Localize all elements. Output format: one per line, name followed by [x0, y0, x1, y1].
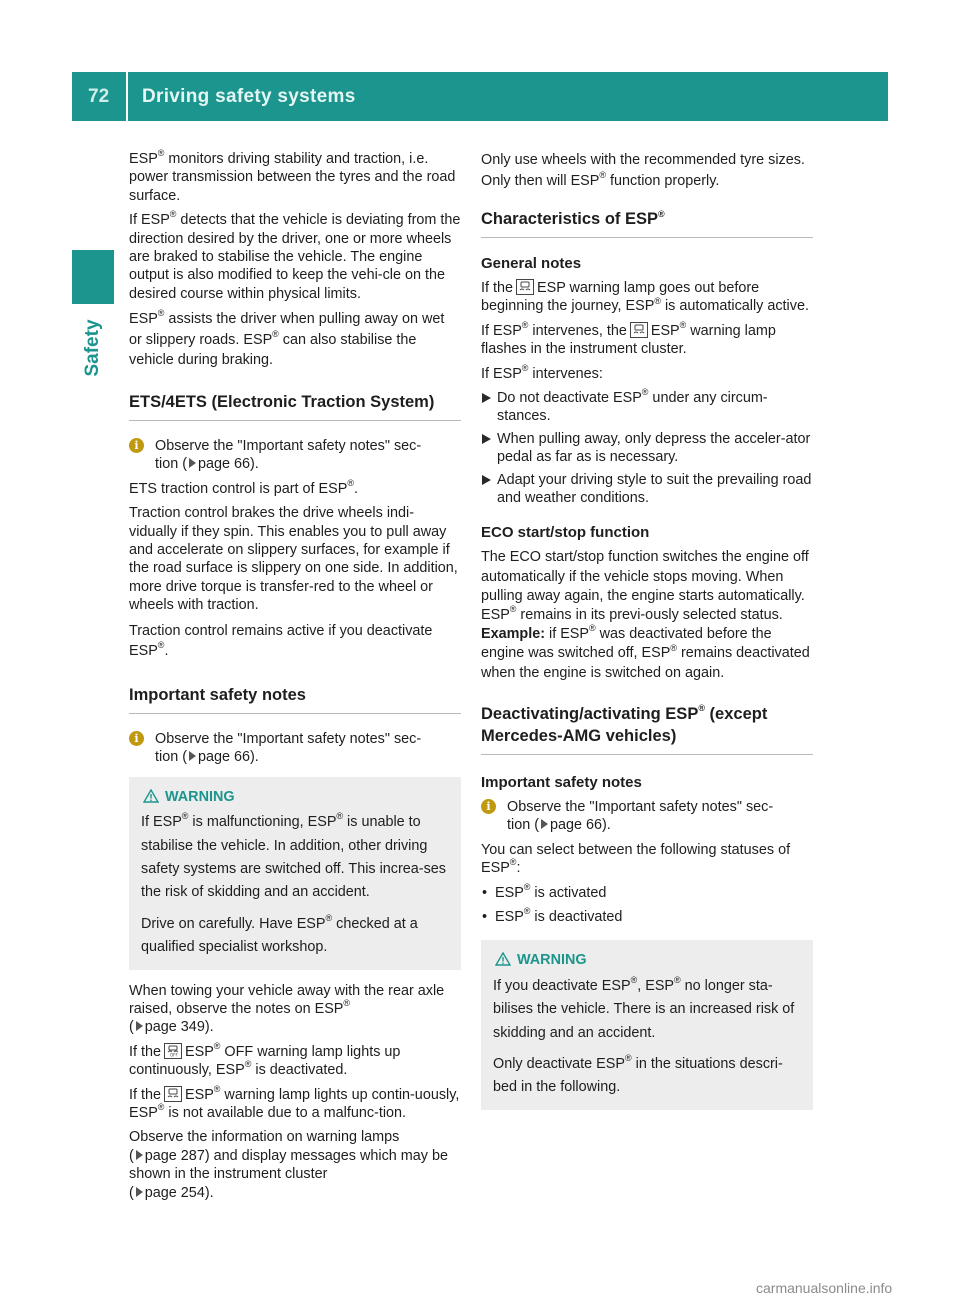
page-ref-arrow-icon [541, 819, 548, 829]
paragraph: Observe the information on warning lamps ( page 287) and display messages which may be shown in the instrument cluster ( page 254). [129, 1129, 448, 1201]
warning-triangle-icon [495, 952, 511, 966]
warning-heading: WARNING [493, 949, 803, 972]
warning-heading: WARNING [141, 786, 451, 809]
list-item: • ESP® is deactivated [482, 906, 623, 925]
heading-deactivating-activating: Deactivating/activating ESP® (except Mercedes-AMG vehicles) [481, 703, 813, 755]
heading-characteristics: Characteristics of ESP® [481, 208, 813, 238]
paragraph: When towing your vehicle away with the rear axle raised, observe the notes on ESP® ( page 349). [129, 982, 445, 1036]
esp-off-warning-lamp-icon [164, 1043, 182, 1059]
warning-box [481, 940, 813, 1109]
paragraph: Only use wheels with the recommended tyre sizes. Only then will ESP® function properly. [481, 152, 805, 189]
info-note: i Observe the "Important safety notes" sec- tion ( page 66). [129, 437, 461, 474]
step-arrow-icon [482, 434, 491, 444]
esp-warning-lamp-icon [630, 322, 648, 338]
esp-warning-lamp-icon [516, 279, 534, 295]
page-link[interactable]: page 254). [144, 1184, 214, 1201]
page-ref-arrow-icon [136, 1150, 143, 1160]
info-icon: i [129, 731, 144, 746]
section-title: Driving safety systems [142, 86, 356, 107]
heading-important-safety-notes: Important safety notes [481, 773, 642, 791]
paragraph: ETS traction control is part of ESP®. [129, 478, 358, 497]
page-ref-arrow-icon [136, 1021, 143, 1031]
header-divider [126, 72, 128, 121]
heading-eco-start-stop: ECO start/stop function [481, 524, 650, 542]
page-ref-arrow-icon [136, 1187, 143, 1197]
heading-general-notes: General notes [481, 255, 582, 272]
page-link[interactable]: page 66). [198, 456, 259, 473]
paragraph: If ESP® intervenes: [481, 362, 603, 382]
paragraph: Traction control brakes the drive wheels indi-vidually if they spin. This enables you to pull away and accelerate on slippery surfaces, for example if the road surface is slippery on one side. In addition, more drive torque is transfer-red to the wheel or wheels with traction. [129, 505, 458, 614]
page-link[interactable]: page 66). [550, 817, 611, 834]
info-note: i Observe the "Important safety notes" sec- tion ( page 66). [481, 798, 813, 835]
left-column [129, 150, 461, 1208]
warning-text: If you deactivate ESP®, ESP® no longer sta-bilises the vehicle. There is an increased risk of skidding and an accident. [493, 974, 795, 1041]
svg-text:OFF: OFF [170, 1052, 178, 1057]
paragraph: ESP® assists the driver when pulling away on wet or slippery roads. ESP® can also stabilise the vehicle during braking. [129, 308, 445, 369]
instruction-step: Do not deactivate ESP® under any circum-stances. [481, 389, 813, 426]
warning-text: Only deactivate ESP® in the situations descri-bed in the following. [493, 1053, 783, 1096]
side-tab-block [72, 250, 114, 304]
paragraph: You can select between the following statuses of ESP®: [481, 841, 791, 877]
paragraph: If the OFF ESP® OFF warning lamp lights up continuously, ESP® is deactivated. [129, 1040, 401, 1079]
page-link[interactable]: page 349). [144, 1019, 214, 1036]
instruction-step: Adapt your driving style to suit the prevailing road and weather conditions. [481, 471, 813, 508]
header-bar [72, 72, 888, 121]
paragraph: ESP® monitors driving stability and traction, i.e. power transmission between the tyres and the road surface. [129, 148, 456, 204]
paragraph: Traction control remains active if you deactivate ESP®. [129, 622, 433, 660]
warning-text: Drive on carefully. Have ESP® checked at a qualified specialist workshop. [141, 912, 418, 956]
page-ref-arrow-icon [189, 458, 196, 468]
paragraph: If the ESP® warning lamp lights up contin-uously, ESP® is not available due to a malfunc-tion. [129, 1083, 460, 1121]
warning-box [129, 777, 461, 970]
page-link[interactable]: page 66). [198, 749, 259, 766]
paragraph: The ECO start/stop function switches the engine off automatically if the vehicle stops moving. When pulling away again, the engine starts automatically. ESP® remains in its previ-ously selected status. Example: if ESP® was deactivated before the engine was switched off, ESP® remains deactivated when the engine is switched on again. [481, 549, 810, 681]
watermark: carmanualsonline.info [756, 1280, 893, 1296]
esp-warning-lamp-icon [164, 1086, 182, 1102]
instruction-step: When pulling away, only depress the acceler-ator pedal as far as is necessary. [481, 430, 813, 467]
info-note: i Observe the "Important safety notes" sec- tion ( page 66). [129, 730, 461, 767]
paragraph: If ESP® detects that the vehicle is deviating from the direction desired by the driver, one or more wheels are braked to stabilise the vehicle. The engine output is also modified to keep the vehi-cle on the desired course within physical limits. [129, 209, 461, 302]
step-arrow-icon [482, 475, 491, 485]
heading-ets: ETS/4ETS (Electronic Traction System) [129, 391, 461, 421]
right-column [481, 150, 813, 1122]
list-item: • ESP® is activated [482, 881, 607, 901]
step-arrow-icon [482, 393, 491, 403]
paragraph: If the ESP warning lamp goes out before beginning the journey, ESP® is automatically active. [481, 280, 809, 315]
info-icon: i [481, 799, 496, 814]
page-number: 72 [88, 86, 110, 107]
page-ref-arrow-icon [189, 751, 196, 761]
heading-important-safety-notes: Important safety notes [129, 684, 461, 714]
warning-text: If ESP® is malfunctioning, ESP® is unable to stabilise the vehicle. In addition, other driving safety systems are switched off. This increa-ses the risk of skidding and an accident. [141, 811, 446, 901]
info-icon: i [129, 438, 144, 453]
warning-triangle-icon [143, 789, 159, 803]
paragraph: If ESP® intervenes, the ESP® warning lamp flashes in the instrument cluster. [481, 320, 776, 358]
side-tab-label: Safety [82, 319, 103, 377]
page-link[interactable]: page 287) and display messages which may be shown in the instrument cluster [129, 1147, 448, 1183]
